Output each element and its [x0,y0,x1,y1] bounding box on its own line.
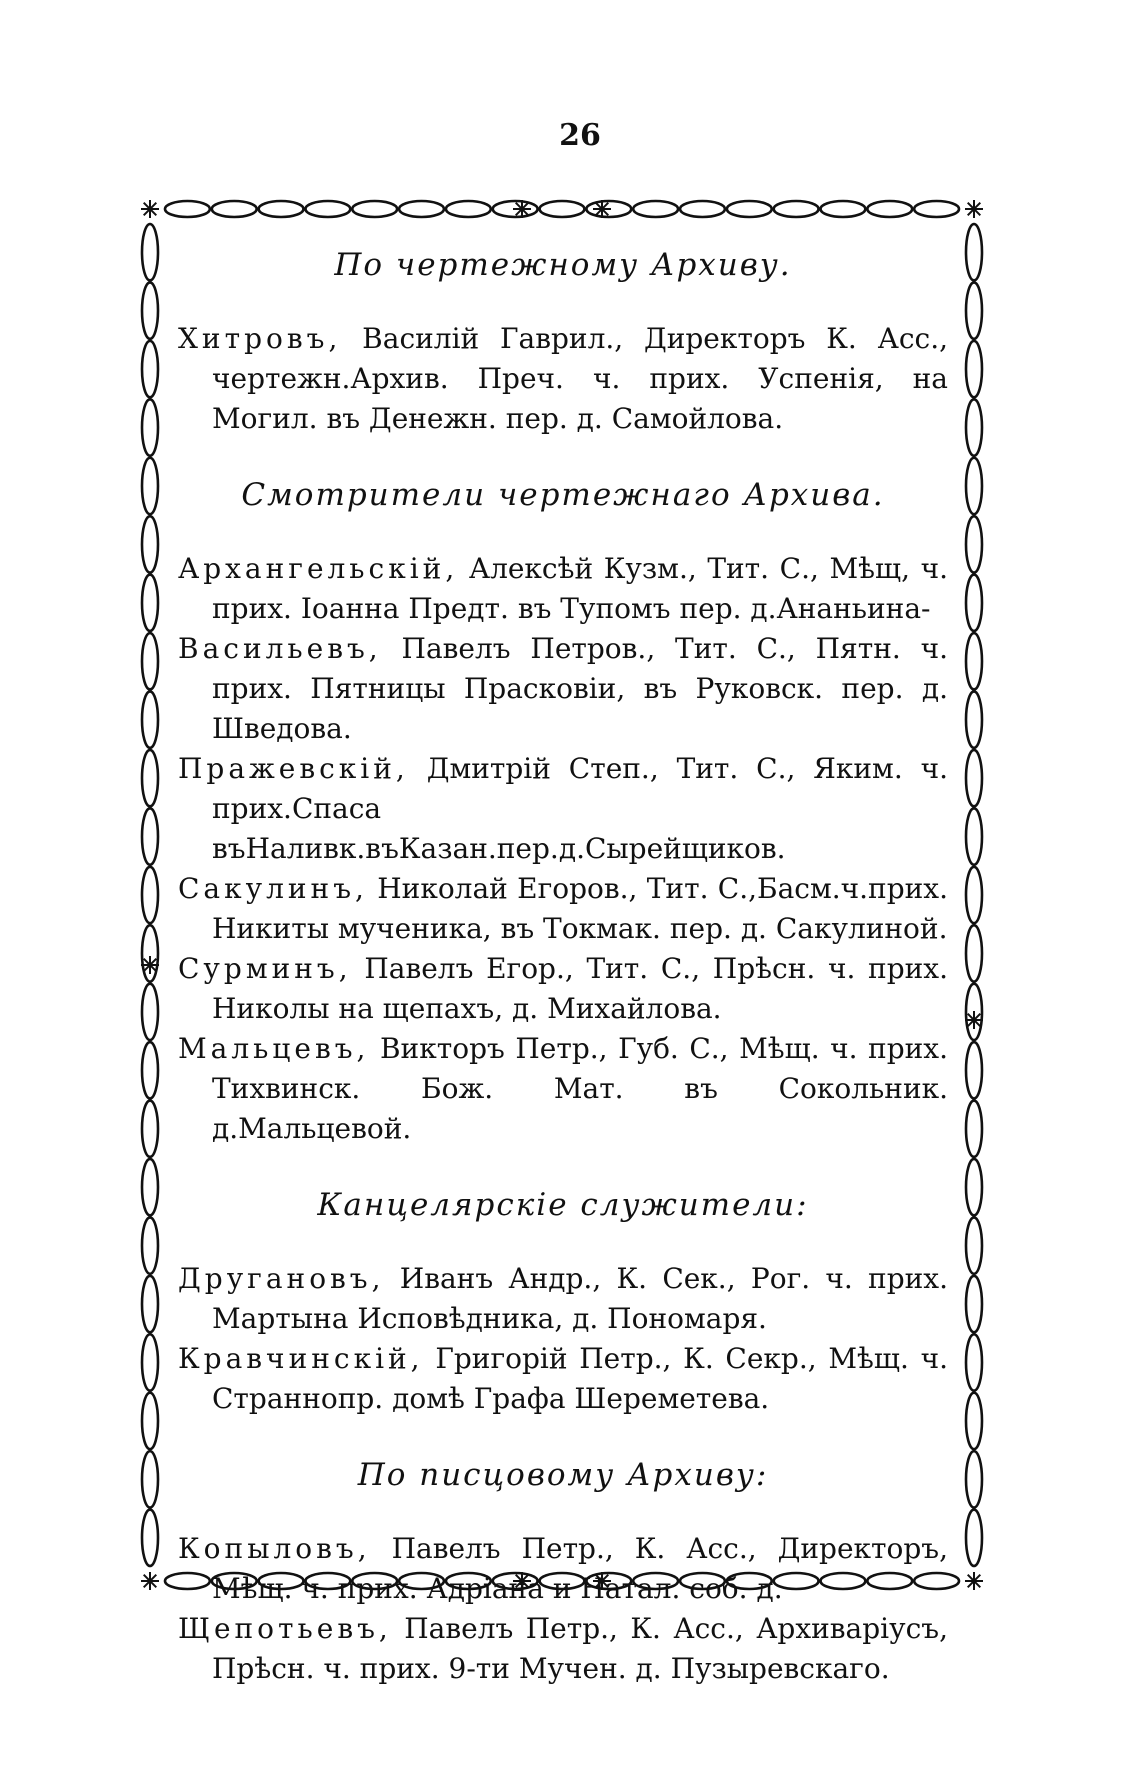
list-item [178,1529,948,1609]
list-item [178,749,948,869]
section-heading: По писцовому Архиву: [357,1457,769,1493]
entry-surname: Другановъ, [178,1262,385,1295]
entry-text: Павелъ Петров., Тит. С., Пятн. ч. прих. Пятницы Прасковіи, въ Руковск. пер. д. Шведова. [212,632,949,745]
page-number: 26 [559,118,601,153]
section-heading: Канцелярскіе служители: [317,1187,809,1223]
entry-surname: Щепотьевъ, [178,1612,392,1645]
list-item [178,869,948,949]
entry-surname: Сурминъ, [178,952,352,985]
entry-text: Григорій Петр., К. Секр., Мѣщ. ч. Страннопр. домѣ Графа Шереметева. [212,1342,948,1415]
list-item [178,629,948,749]
entry-text: Павелъ Егор., Тит. С., Прѣсн. ч. прих. Николы на щепахъ, д. Михайлова. [212,952,949,1025]
entry-text: Иванъ Андр., К. Сек., Рог. ч. прих. Мартына Исповѣдника, д. Пономаря. [212,1262,948,1335]
entry-text: Павелъ Петр., К. Асс., Архиваріусъ, Прѣсн. ч. прих. 9-ти Мучен. д. Пузыревскаго. [212,1612,948,1685]
entry-surname: Васильевъ, [178,632,382,665]
list-item [178,1339,948,1419]
ornamental-border [136,195,988,1685]
page-content [178,245,948,1689]
entry-text: Николай Егоров., Тит. С.,Басм.ч.прих. Никиты мученика, въ Токмак. пер. д. Сакулиной. [212,872,948,945]
list-item [178,949,948,1029]
entry-surname: Сакулинъ, [178,872,368,905]
entry-surname: Мальцевъ, [178,1032,370,1065]
entry-text: Василій Гаврил., Директоръ К. Асс., чертежн.Архив. Преч. ч. прих. Успенія, на Могил. въ Денежн. пер. д. Самойлова. [212,322,949,435]
entry-text: Викторъ Петр., Губ. С., Мѣщ. ч. прих. Тихвинск. Бож. Мат. въ Сокольник. д.Мальцевой. [212,1032,948,1145]
entry-surname: Кравчинскій, [178,1342,424,1375]
entry-text: Павелъ Петр., К. Асс., Директоръ, Мѣщ. ч. прих. Адріана и Натал. соб. д. [212,1532,949,1605]
entry-surname: Копыловъ, [178,1532,371,1565]
section-heading: Смотрители чертежнаго Архива. [241,477,885,513]
entry-surname: Хитровъ, [178,322,342,355]
list-item [178,1029,948,1149]
list-item [178,549,948,629]
entry-text: Дмитрій Степ., Тит. С., Яким. ч. прих.Спаса въНаливк.въКазан.пер.д.Сырейщиков. [212,752,948,865]
list-item [178,1609,948,1689]
list-item [178,1259,948,1339]
section-heading: По чертежному Архиву. [334,247,792,283]
list-item [178,319,948,439]
entry-surname: Пражевскій, [178,752,409,785]
entry-text: Алексѣй Кузм., Тит. С., Мѣщ, ч. прих. Іоанна Предт. въ Тупомъ пер. д.Ананьина- [212,552,949,625]
entry-surname: Архангельскій, [178,552,459,585]
